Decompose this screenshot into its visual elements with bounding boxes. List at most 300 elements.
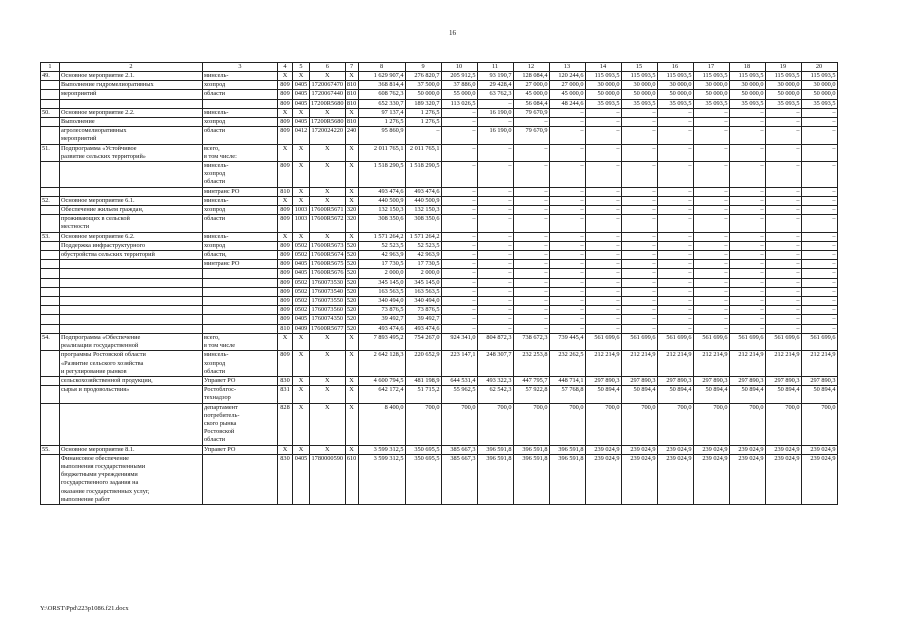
amount-cell: 3 599 312,5 bbox=[358, 445, 405, 454]
measure-name-cell bbox=[60, 306, 203, 315]
amount-cell: – bbox=[657, 118, 693, 127]
grbs-cell: X bbox=[278, 108, 293, 117]
amount-cell: 16 190,0 bbox=[477, 127, 513, 144]
amount-cell: 50 894,4 bbox=[729, 386, 765, 403]
amount-cell: 239 024,9 bbox=[801, 454, 837, 504]
amount-cell: – bbox=[549, 232, 585, 241]
amount-cell: – bbox=[693, 241, 729, 250]
executor-cell: хозпрод bbox=[203, 206, 278, 215]
amount-cell: – bbox=[765, 144, 801, 161]
amount-cell: 239 024,9 bbox=[657, 454, 693, 504]
executor-cell bbox=[203, 324, 278, 333]
amount-cell: 297 890,3 bbox=[729, 376, 765, 385]
column-number-19: 19 bbox=[765, 63, 801, 72]
amount-cell: – bbox=[585, 118, 621, 127]
amount-cell: 1 276,5 bbox=[358, 118, 405, 127]
amount-cell: – bbox=[693, 269, 729, 278]
amount-cell: 45 000,0 bbox=[549, 90, 585, 99]
amount-cell: 189 320,7 bbox=[405, 99, 441, 108]
amount-cell: – bbox=[765, 278, 801, 287]
amount-cell: – bbox=[693, 278, 729, 287]
csr-cell: 1760073540 bbox=[310, 287, 346, 296]
measure-name-cell bbox=[60, 260, 203, 269]
amount-cell: 50 894,4 bbox=[621, 386, 657, 403]
amount-cell: – bbox=[441, 162, 477, 188]
amount-cell: 16 190,0 bbox=[477, 108, 513, 117]
vr-cell: 520 bbox=[346, 269, 357, 277]
column-number-10: 10 bbox=[441, 63, 477, 72]
amount-cell: 115 093,5 bbox=[693, 72, 729, 81]
row-number-cell bbox=[41, 206, 60, 215]
amount-cell: 700,0 bbox=[657, 403, 693, 445]
amount-cell: 239 024,9 bbox=[801, 445, 837, 454]
amount-cell: – bbox=[513, 162, 549, 188]
amount-cell: 738 672,3 bbox=[513, 333, 549, 350]
rzpr-cell: X bbox=[293, 187, 310, 196]
amount-cell: 17 730,5 bbox=[358, 260, 405, 269]
table-row bbox=[41, 351, 838, 377]
measure-name-cell bbox=[60, 187, 203, 196]
amount-cell: 297 890,3 bbox=[693, 376, 729, 385]
column-number-17: 17 bbox=[693, 63, 729, 72]
amount-cell: 29 428,4 bbox=[477, 81, 513, 90]
executor-cell: минсель- bbox=[203, 232, 278, 241]
executor-cell: минсель- bbox=[203, 108, 278, 117]
csr-cell: 1760074350 bbox=[310, 315, 346, 324]
amount-cell: – bbox=[657, 232, 693, 241]
executor-cell: всего, в том числе bbox=[203, 333, 278, 350]
amount-cell: 212 214,9 bbox=[765, 351, 801, 377]
amount-cell: 212 214,9 bbox=[585, 351, 621, 377]
table-row bbox=[41, 306, 838, 315]
table-row bbox=[41, 251, 838, 260]
amount-cell: 239 024,9 bbox=[621, 454, 657, 504]
amount-cell: – bbox=[441, 196, 477, 205]
amount-cell: – bbox=[621, 241, 657, 250]
amount-cell: 232 262,5 bbox=[549, 351, 585, 377]
vr-cell: 520 bbox=[346, 241, 357, 249]
executor-cell: области bbox=[203, 90, 278, 99]
amount-cell: – bbox=[729, 144, 765, 161]
amount-cell: 1 276,5 bbox=[405, 118, 441, 127]
amount-cell: – bbox=[729, 297, 765, 306]
amount-cell: 248 307,7 bbox=[477, 351, 513, 377]
column-number-5: 5 bbox=[293, 63, 310, 72]
header-row bbox=[41, 63, 838, 72]
amount-cell: – bbox=[657, 324, 693, 333]
amount-cell: 79 670,9 bbox=[513, 127, 549, 144]
row-number-cell bbox=[41, 269, 60, 278]
amount-cell: – bbox=[729, 287, 765, 296]
table-row bbox=[41, 333, 838, 350]
grbs-cell: 809 bbox=[278, 306, 293, 315]
amount-cell: – bbox=[765, 297, 801, 306]
amount-cell: – bbox=[729, 324, 765, 333]
amount-cell: 163 563,5 bbox=[358, 287, 405, 296]
row-number-cell bbox=[41, 351, 60, 377]
amount-cell: 440 500,9 bbox=[358, 196, 405, 205]
amount-cell: – bbox=[765, 187, 801, 196]
amount-cell: – bbox=[729, 127, 765, 144]
grbs-cell: X bbox=[278, 445, 293, 454]
rzpr-cell: 0502 bbox=[293, 241, 310, 250]
vr-cell: X bbox=[345, 187, 358, 196]
amount-cell: 50 000,0 bbox=[585, 90, 621, 99]
executor-cell: области bbox=[203, 127, 278, 144]
amount-cell: 561 699,6 bbox=[729, 333, 765, 350]
grbs-cell: 809 bbox=[278, 351, 293, 377]
table-row bbox=[41, 260, 838, 269]
rzpr-cell: 0409 bbox=[293, 324, 310, 333]
amount-cell: 239 024,9 bbox=[657, 445, 693, 454]
amount-cell: – bbox=[801, 196, 837, 205]
rzpr-cell: 1003 bbox=[293, 215, 310, 232]
amount-cell: 56 084,4 bbox=[513, 99, 549, 108]
amount-cell: 115 093,5 bbox=[585, 72, 621, 81]
amount-cell: 8 400,0 bbox=[358, 403, 405, 445]
rzpr-cell: X bbox=[293, 108, 310, 117]
executor-cell: хозпрод bbox=[203, 241, 278, 250]
rzpr-cell: 0405 bbox=[293, 260, 310, 269]
rzpr-cell: 0405 bbox=[293, 118, 310, 127]
measure-name-cell: агролесомелиоративных мероприятий bbox=[60, 127, 203, 144]
measure-name-cell bbox=[60, 297, 203, 306]
amount-cell: – bbox=[765, 196, 801, 205]
amount-cell: – bbox=[549, 324, 585, 333]
executor-cell: области, bbox=[203, 251, 278, 260]
amount-cell: – bbox=[693, 251, 729, 260]
grbs-cell: 809 bbox=[278, 215, 293, 232]
amount-cell: 493 474,6 bbox=[358, 187, 405, 196]
amount-cell: 115 093,5 bbox=[621, 72, 657, 81]
row-number-cell bbox=[41, 376, 60, 385]
amount-cell: 50 000,0 bbox=[801, 90, 837, 99]
amount-cell: 1 571 264,2 bbox=[358, 232, 405, 241]
amount-cell: – bbox=[549, 162, 585, 188]
amount-cell: 297 890,3 bbox=[585, 376, 621, 385]
amount-cell: – bbox=[765, 251, 801, 260]
column-number-11: 11 bbox=[477, 63, 513, 72]
vr-cell: X bbox=[345, 376, 358, 385]
amount-cell: – bbox=[657, 187, 693, 196]
rzpr-cell: X bbox=[293, 72, 310, 81]
table-row bbox=[41, 403, 838, 445]
table-row bbox=[41, 215, 838, 232]
amount-cell: 2 000,0 bbox=[405, 269, 441, 278]
amount-cell: – bbox=[441, 287, 477, 296]
amount-cell: – bbox=[549, 315, 585, 324]
amount-cell: – bbox=[693, 127, 729, 144]
amount-cell: 52 523,5 bbox=[358, 241, 405, 250]
amount-cell: – bbox=[477, 232, 513, 241]
amount-cell: 73 876,5 bbox=[405, 306, 441, 315]
column-number-18: 18 bbox=[729, 63, 765, 72]
amount-cell: 120 244,6 bbox=[549, 72, 585, 81]
rzpr-cell: 1003 bbox=[293, 206, 310, 215]
amount-cell: – bbox=[441, 251, 477, 260]
row-number-cell bbox=[41, 324, 60, 333]
amount-cell: 385 667,3 bbox=[441, 445, 477, 454]
executor-cell: департамент потребитель- ского рынка Ростовской области bbox=[203, 403, 278, 445]
amount-cell: 35 093,5 bbox=[585, 99, 621, 108]
amount-cell: – bbox=[585, 278, 621, 287]
amount-cell: 37 500,0 bbox=[405, 81, 441, 90]
grbs-cell: 830 bbox=[278, 376, 293, 385]
row-number-cell bbox=[41, 297, 60, 306]
amount-cell: 55 962,5 bbox=[441, 386, 477, 403]
csr-cell: 17600R5674 bbox=[311, 251, 344, 259]
table-row bbox=[41, 269, 838, 278]
amount-cell: – bbox=[477, 324, 513, 333]
rzpr-cell: 0405 bbox=[293, 81, 310, 90]
amount-cell: 35 093,5 bbox=[657, 99, 693, 108]
amount-cell: – bbox=[585, 287, 621, 296]
amount-cell: 700,0 bbox=[765, 403, 801, 445]
column-number-20: 20 bbox=[801, 63, 837, 72]
amount-cell: 700,0 bbox=[693, 403, 729, 445]
amount-cell: – bbox=[477, 287, 513, 296]
amount-cell: 35 093,5 bbox=[693, 99, 729, 108]
amount-cell: – bbox=[657, 251, 693, 260]
table-row bbox=[41, 376, 838, 385]
amount-cell: – bbox=[441, 232, 477, 241]
amount-cell: 45 000,0 bbox=[513, 90, 549, 99]
grbs-cell: 810 bbox=[278, 324, 293, 333]
rzpr-cell: 0405 bbox=[293, 90, 310, 99]
column-number-1: 1 bbox=[41, 63, 60, 72]
vr-cell: 520 bbox=[346, 324, 357, 332]
amount-cell: 50 894,4 bbox=[801, 386, 837, 403]
grbs-cell: 809 bbox=[278, 90, 293, 99]
amount-cell: 644 531,4 bbox=[441, 376, 477, 385]
amount-cell: – bbox=[693, 297, 729, 306]
amount-cell: – bbox=[477, 297, 513, 306]
grbs-cell: X bbox=[278, 333, 293, 350]
vr-cell: X bbox=[345, 144, 358, 161]
amount-cell: – bbox=[585, 269, 621, 278]
amount-cell: 50 894,4 bbox=[765, 386, 801, 403]
amount-cell: – bbox=[477, 241, 513, 250]
row-number-cell: 51. bbox=[41, 144, 60, 161]
csr-cell: X bbox=[310, 333, 346, 350]
column-number-12: 12 bbox=[513, 63, 549, 72]
budget-table bbox=[40, 62, 838, 505]
amount-cell: 396 591,8 bbox=[477, 445, 513, 454]
vr-cell: 520 bbox=[346, 260, 357, 268]
grbs-cell: 809 bbox=[278, 269, 293, 278]
amount-cell: 239 024,9 bbox=[729, 454, 765, 504]
executor-cell bbox=[203, 99, 278, 108]
amount-cell: 345 145,0 bbox=[358, 278, 405, 287]
amount-cell: 239 024,9 bbox=[729, 445, 765, 454]
amount-cell: – bbox=[477, 162, 513, 188]
amount-cell: 42 963,9 bbox=[358, 251, 405, 260]
amount-cell: – bbox=[693, 196, 729, 205]
amount-cell: – bbox=[657, 127, 693, 144]
table-row bbox=[41, 196, 838, 205]
amount-cell: 700,0 bbox=[729, 403, 765, 445]
executor-cell bbox=[203, 269, 278, 278]
amount-cell: 223 147,1 bbox=[441, 351, 477, 377]
amount-cell: – bbox=[477, 99, 513, 108]
amount-cell: – bbox=[585, 260, 621, 269]
csr-cell: 17600R5671 bbox=[311, 206, 344, 214]
amount-cell: 440 500,9 bbox=[405, 196, 441, 205]
amount-cell: – bbox=[513, 196, 549, 205]
amount-cell: – bbox=[801, 206, 837, 215]
amount-cell: – bbox=[585, 108, 621, 117]
amount-cell: 396 591,8 bbox=[513, 454, 549, 504]
amount-cell: – bbox=[765, 306, 801, 315]
amount-cell: 493 322,3 bbox=[477, 376, 513, 385]
amount-cell: 350 695,5 bbox=[405, 454, 441, 504]
grbs-cell: 810 bbox=[278, 187, 293, 196]
amount-cell: 30 000,0 bbox=[585, 81, 621, 90]
column-number-15: 15 bbox=[621, 63, 657, 72]
amount-cell: – bbox=[621, 127, 657, 144]
rzpr-cell: X bbox=[293, 376, 310, 385]
amount-cell: – bbox=[693, 324, 729, 333]
amount-cell: – bbox=[477, 251, 513, 260]
amount-cell: – bbox=[657, 108, 693, 117]
amount-cell: 50 000,0 bbox=[765, 90, 801, 99]
vr-cell: 520 bbox=[346, 251, 357, 259]
amount-cell: – bbox=[693, 187, 729, 196]
amount-cell: – bbox=[693, 260, 729, 269]
amount-cell: 297 890,3 bbox=[657, 376, 693, 385]
amount-cell: – bbox=[513, 287, 549, 296]
amount-cell: – bbox=[621, 306, 657, 315]
executor-cell: минтранс РО bbox=[203, 260, 278, 269]
amount-cell: 52 523,5 bbox=[405, 241, 441, 250]
table-row bbox=[41, 206, 838, 215]
rzpr-cell: X bbox=[293, 196, 310, 205]
vr-cell: 520 bbox=[346, 278, 357, 286]
amount-cell: – bbox=[801, 187, 837, 196]
vr-cell: X bbox=[345, 386, 358, 403]
executor-cell bbox=[203, 287, 278, 296]
amount-cell: 30 000,0 bbox=[765, 81, 801, 90]
csr-cell: 17200R5680 bbox=[311, 99, 344, 107]
measure-name-cell bbox=[60, 403, 203, 445]
amount-cell: 3 599 312,5 bbox=[358, 454, 405, 504]
vr-cell: 320 bbox=[345, 215, 358, 232]
amount-cell: – bbox=[585, 196, 621, 205]
amount-cell: – bbox=[801, 127, 837, 144]
csr-cell: 17600R5673 bbox=[311, 241, 344, 249]
grbs-cell: 831 bbox=[278, 386, 293, 403]
amount-cell: 396 591,8 bbox=[549, 445, 585, 454]
measure-name-cell: Основное мероприятие 2.2. bbox=[60, 108, 203, 117]
amount-cell: – bbox=[441, 206, 477, 215]
amount-cell: – bbox=[657, 269, 693, 278]
amount-cell: 30 000,0 bbox=[657, 81, 693, 90]
amount-cell: 30 000,0 bbox=[801, 81, 837, 90]
amount-cell: – bbox=[585, 215, 621, 232]
amount-cell: – bbox=[765, 118, 801, 127]
amount-cell: – bbox=[765, 315, 801, 324]
measure-name-cell: Обеспечение жильем граждан, bbox=[60, 206, 203, 215]
row-number-cell bbox=[41, 260, 60, 269]
grbs-cell: X bbox=[278, 232, 293, 241]
measure-name-cell: Выполнение гидромелиоративных bbox=[60, 81, 203, 90]
amount-cell: 115 093,5 bbox=[657, 72, 693, 81]
amount-cell: – bbox=[657, 196, 693, 205]
amount-cell: 561 699,6 bbox=[765, 333, 801, 350]
vr-cell: 240 bbox=[345, 127, 358, 144]
amount-cell: 493 474,6 bbox=[358, 324, 405, 333]
amount-cell: – bbox=[549, 215, 585, 232]
amount-cell: – bbox=[621, 206, 657, 215]
amount-cell: 2 011 765,1 bbox=[405, 144, 441, 161]
amount-cell: – bbox=[549, 241, 585, 250]
vr-cell: 520 bbox=[346, 297, 357, 305]
amount-cell: – bbox=[441, 108, 477, 117]
measure-name-cell: мероприятий bbox=[60, 90, 203, 99]
table-row bbox=[41, 90, 838, 99]
column-number-8: 8 bbox=[358, 63, 405, 72]
row-number-cell bbox=[41, 278, 60, 287]
amount-cell: – bbox=[441, 297, 477, 306]
amount-cell: 239 024,9 bbox=[585, 454, 621, 504]
amount-cell: – bbox=[729, 187, 765, 196]
row-number-cell bbox=[41, 315, 60, 324]
row-number-cell: 49. bbox=[41, 72, 60, 81]
amount-cell: – bbox=[693, 206, 729, 215]
amount-cell: 804 872,3 bbox=[477, 333, 513, 350]
amount-cell: – bbox=[801, 108, 837, 117]
amount-cell: 1 518 290,5 bbox=[405, 162, 441, 188]
row-number-cell bbox=[41, 162, 60, 188]
grbs-cell: 809 bbox=[278, 241, 293, 250]
measure-name-cell bbox=[60, 162, 203, 188]
grbs-cell: 830 bbox=[278, 454, 293, 504]
amount-cell: – bbox=[765, 241, 801, 250]
amount-cell: – bbox=[513, 232, 549, 241]
amount-cell: – bbox=[549, 306, 585, 315]
amount-cell: 132 150,3 bbox=[405, 206, 441, 215]
amount-cell: 220 652,9 bbox=[405, 351, 441, 377]
amount-cell: 561 699,6 bbox=[693, 333, 729, 350]
amount-cell: – bbox=[693, 144, 729, 161]
measure-name-cell: обустройства сельских территорий bbox=[60, 251, 203, 260]
amount-cell: – bbox=[765, 324, 801, 333]
row-number-cell bbox=[41, 287, 60, 296]
csr-cell: X bbox=[310, 108, 346, 117]
amount-cell: – bbox=[621, 187, 657, 196]
amount-cell: – bbox=[729, 108, 765, 117]
amount-cell: – bbox=[765, 108, 801, 117]
amount-cell: 297 890,3 bbox=[801, 376, 837, 385]
amount-cell: – bbox=[621, 269, 657, 278]
csr-cell: 1720067470 bbox=[310, 81, 346, 90]
amount-cell: 448 714,1 bbox=[549, 376, 585, 385]
executor-cell: Управет РО bbox=[203, 376, 278, 385]
table-row bbox=[41, 324, 838, 333]
amount-cell: – bbox=[441, 187, 477, 196]
amount-cell: 239 024,9 bbox=[693, 445, 729, 454]
vr-cell: 320 bbox=[346, 206, 357, 214]
column-number-2: 2 bbox=[60, 63, 203, 72]
amount-cell: 239 024,9 bbox=[765, 454, 801, 504]
csr-cell: X bbox=[310, 187, 346, 196]
amount-cell: 73 876,5 bbox=[358, 306, 405, 315]
amount-cell: – bbox=[657, 287, 693, 296]
grbs-cell: 828 bbox=[278, 403, 293, 445]
amount-cell: – bbox=[693, 215, 729, 232]
row-number-cell bbox=[41, 99, 60, 108]
rzpr-cell: 0502 bbox=[293, 278, 310, 287]
